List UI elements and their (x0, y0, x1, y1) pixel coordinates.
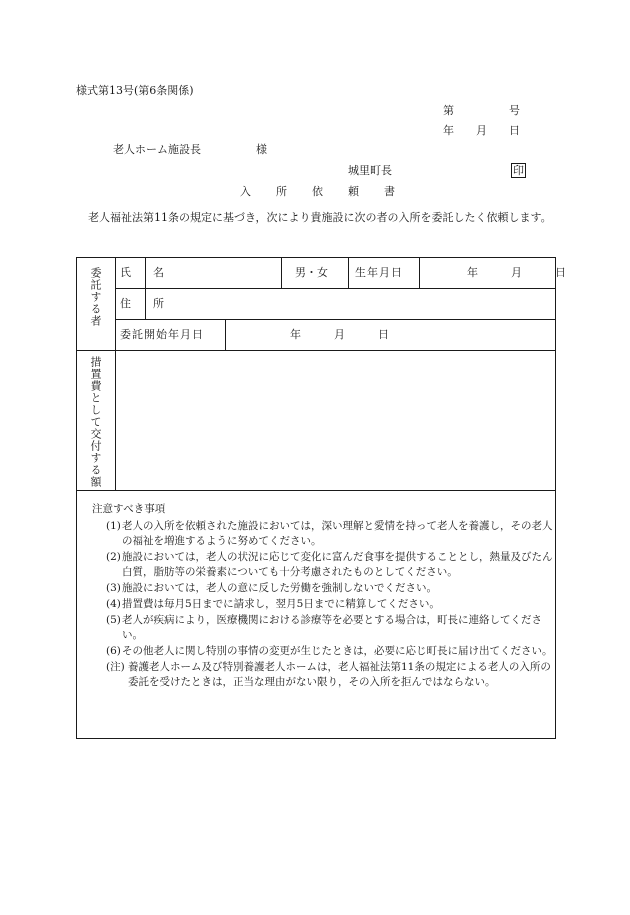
notes-section (92, 502, 554, 691)
table-divider (115, 319, 556, 320)
note-item (92, 550, 554, 580)
name-label: 氏 名 (120, 266, 164, 279)
seal-mark: 印 (513, 164, 524, 177)
table-divider (76, 490, 556, 491)
note-number: (1) (106, 520, 121, 532)
note-item (92, 519, 554, 549)
section-label-payment: 措置費として交付する額 (89, 356, 102, 488)
birth-date-label: 生年月日 (355, 266, 403, 279)
birth-date-value[interactable]: 年 月 日 (467, 266, 566, 279)
note-text: 措置費は毎月5日までに請求し，翌月5日までに精算してください。 (122, 598, 440, 610)
note-item (92, 597, 554, 612)
footnote-number: (注) (106, 661, 125, 673)
table-divider (225, 319, 226, 350)
note-text: その他老人に関し特別の事情の変更が生じたときは，必要に応じ町長に届け出てください。 (122, 645, 553, 657)
sender: 城里町長 (348, 164, 392, 177)
note-text: 老人の入所を依頼された施設においては，深い理解と愛情を持って老人を養護し，その老人の福祉を増進するように努めてください。 (122, 520, 553, 547)
note-number: (5) (106, 614, 121, 626)
address-field[interactable] (146, 289, 555, 319)
addressee: 老人ホーム施設長 様 (113, 143, 267, 156)
table-divider (348, 257, 349, 288)
address-label: 住 所 (120, 297, 164, 310)
note-item (92, 581, 554, 596)
start-date-label: 委託開始年月日 (120, 328, 204, 341)
note-item (92, 644, 554, 659)
note-number: (4) (106, 598, 121, 610)
document-title: 入 所 依 頼 書 (240, 185, 396, 198)
note-text: 施設においては，老人の状況に応じて変化に富んだ食事を提供することとし，熱量及びたん白質，脂肪等の栄養素についても十分考慮されたものとしてください。 (122, 551, 553, 578)
notes-heading: 注意すべき事項 (92, 503, 166, 515)
note-item (92, 613, 554, 643)
document-date: 年 月 日 (443, 124, 520, 137)
footnote (92, 660, 554, 690)
table-divider (419, 257, 420, 288)
payment-amount-field[interactable] (116, 351, 555, 489)
footnote-text: 養護老人ホーム及び特別養護老人ホームは，老人福祉法第11条の規定による老人の入所の委託を受けたときは，正当な理由がない限り，その入所を拒んではならない。 (128, 661, 551, 688)
intro-text: 老人福祉法第11条の規定に基づき，次により貴施設に次の者の入所を委託したく依頼します。 (88, 211, 552, 224)
document-number: 第 号 (443, 104, 520, 117)
note-number: (2) (106, 551, 121, 563)
note-text: 施設においては，老人の意に反した労働を強制しないでください。 (122, 582, 437, 594)
start-date-value[interactable]: 年 月 日 (290, 328, 389, 341)
note-number: (6) (106, 645, 121, 657)
form-number: 様式第13号(第6条関係) (76, 84, 194, 97)
table-divider (281, 257, 282, 288)
section-label-consignee: 委託する者 (89, 267, 102, 327)
intro-paragraph (76, 208, 556, 227)
note-text: 老人が疾病により，医療機関における診療等を必要とする場合は，町長に連絡してください。 (122, 614, 542, 641)
name-field[interactable] (146, 258, 280, 288)
sex-label: 男・女 (295, 266, 328, 279)
note-number: (3) (106, 582, 121, 594)
